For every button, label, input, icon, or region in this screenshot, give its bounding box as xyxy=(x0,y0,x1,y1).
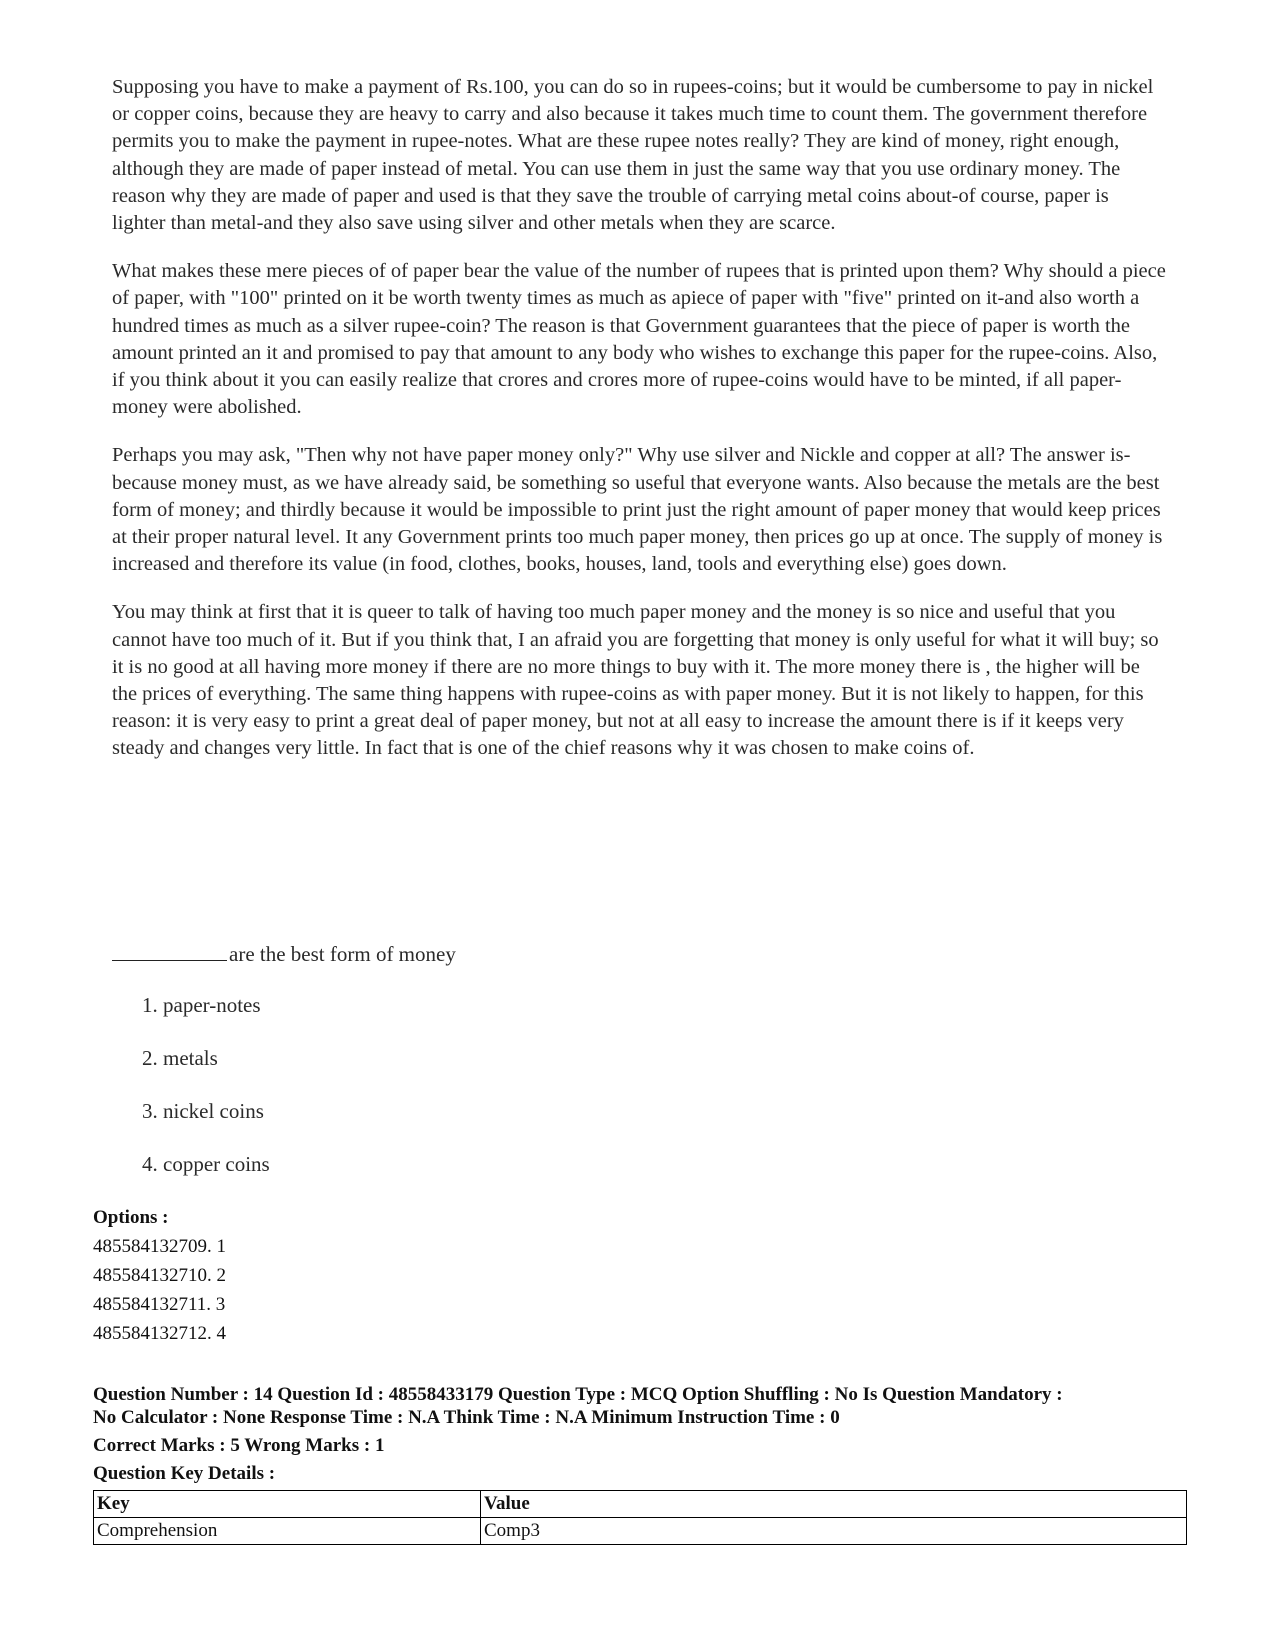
answer-choices xyxy=(142,993,1112,1205)
table-row xyxy=(94,1518,1187,1545)
options-list xyxy=(93,1203,226,1348)
passage-paragraph-1: Supposing you have to make a payment of Rs.100, you can do so in rupees-coins; but it would be cumbersome to pay in nickel or copper coins, because they are heavy to carry and also because it takes much time to count them. The government therefore permits you to make the payment in rupee-notes. What are these rupee notes really? They are kind of money, right enough, although they are made of paper instead of metal. You can use them in just the same way that you use ordinary money. The reason why they are made of paper and used is that they save the trouble of carrying metal coins about-of course, paper is lighter than metal-and they also save using silver and other metals when they are scarce. xyxy=(112,76,1154,235)
passage-paragraph-2: What makes these mere pieces of of paper bear the value of the number of rupees that is printed upon them? Why should a piece of paper, with "100" printed on it be worth twenty times as much as apiece of paper with "five" printed on it-and also worth a hundred times as much as a silver rupee-coin? The reason is that Government guarantees that the piece of paper is worth the amount printed an it and promised to pay that amount to any body who wishes to exchange this paper for the rupee-coins. Also, if you think about it you can easily realize that crores and crores more of rupee-coins would have to be minted, if all paper-money were abolished. xyxy=(112,260,1166,419)
passage-paragraph-3: Perhaps you may ask, "Then why not have paper money only?" Why use silver and Nickle and copper at all? The answer is-because money must, as we have already said, be something so useful that everyone wants. Also because the metals are the best form of money; and thirdly because it would be impossible to print just the right amount of paper money that would keep prices at their proper natural level. It any Government prints too much paper money, then prices go up at once. The supply of money is increased and therefore its value (in food, clothes, books, houses, land, tools and everything else) goes down. xyxy=(112,444,1163,576)
table-cell: Comp3 xyxy=(481,1518,1187,1545)
key-details-heading: Question Key Details : xyxy=(93,1463,276,1484)
choice-item: 1. paper-notes xyxy=(142,993,261,1017)
question-stem-line xyxy=(112,942,1112,967)
options-heading: Options : xyxy=(93,1207,169,1228)
key-details-table xyxy=(93,1490,1187,1545)
table-cell: Comprehension xyxy=(94,1518,481,1545)
fill-in-blank xyxy=(112,942,227,961)
option-id-item: 485584132710. 2 xyxy=(93,1265,226,1286)
option-id-item: 485584132709. 1 xyxy=(93,1236,226,1257)
option-id-item: 485584132711. 3 xyxy=(93,1294,226,1315)
table-header-row xyxy=(94,1491,1187,1518)
option-id-item: 485584132712. 4 xyxy=(93,1323,226,1344)
table-header-cell: Value xyxy=(481,1491,1187,1518)
marks-line: Correct Marks : 5 Wrong Marks : 1 xyxy=(93,1435,385,1456)
passage-paragraph-4: You may think at first that it is queer to talk of having too much paper money and the money is so nice and useful that you cannot have too much of it. But if you think that, I an afraid you are forgetting that money is only useful for what it will buy; so it is no good at all having more money if there are no more things to buy with it. The more money there is , the higher will be the prices of everything. The same thing happens with rupee-coins as with paper money. But it is not likely to happen, for this reason: it is very easy to print a great deal of paper money, but not at all easy to increase the amount there is if it keeps very steady and changes very little. In fact that is one of the chief reasons why it was chosen to make coins of. xyxy=(112,601,1159,760)
question-block xyxy=(112,942,1112,1205)
table-header-cell: Key xyxy=(94,1491,481,1518)
comprehension-passage xyxy=(112,74,1167,784)
question-stem: are the best form of money xyxy=(229,942,456,966)
choice-item: 4. copper coins xyxy=(142,1152,270,1176)
metadata-line-2: No Calculator : None Response Time : N.A Think Time : N.A Minimum Instruction Time : 0 xyxy=(93,1407,840,1428)
metadata-line-1: Question Number : 14 Question Id : 48558433179 Question Type : MCQ Option Shuffling : No Is Question Mandatory : xyxy=(93,1384,1063,1405)
question-metadata xyxy=(93,1383,1203,1486)
choice-item: 3. nickel coins xyxy=(142,1099,264,1123)
choice-item: 2. metals xyxy=(142,1046,218,1070)
